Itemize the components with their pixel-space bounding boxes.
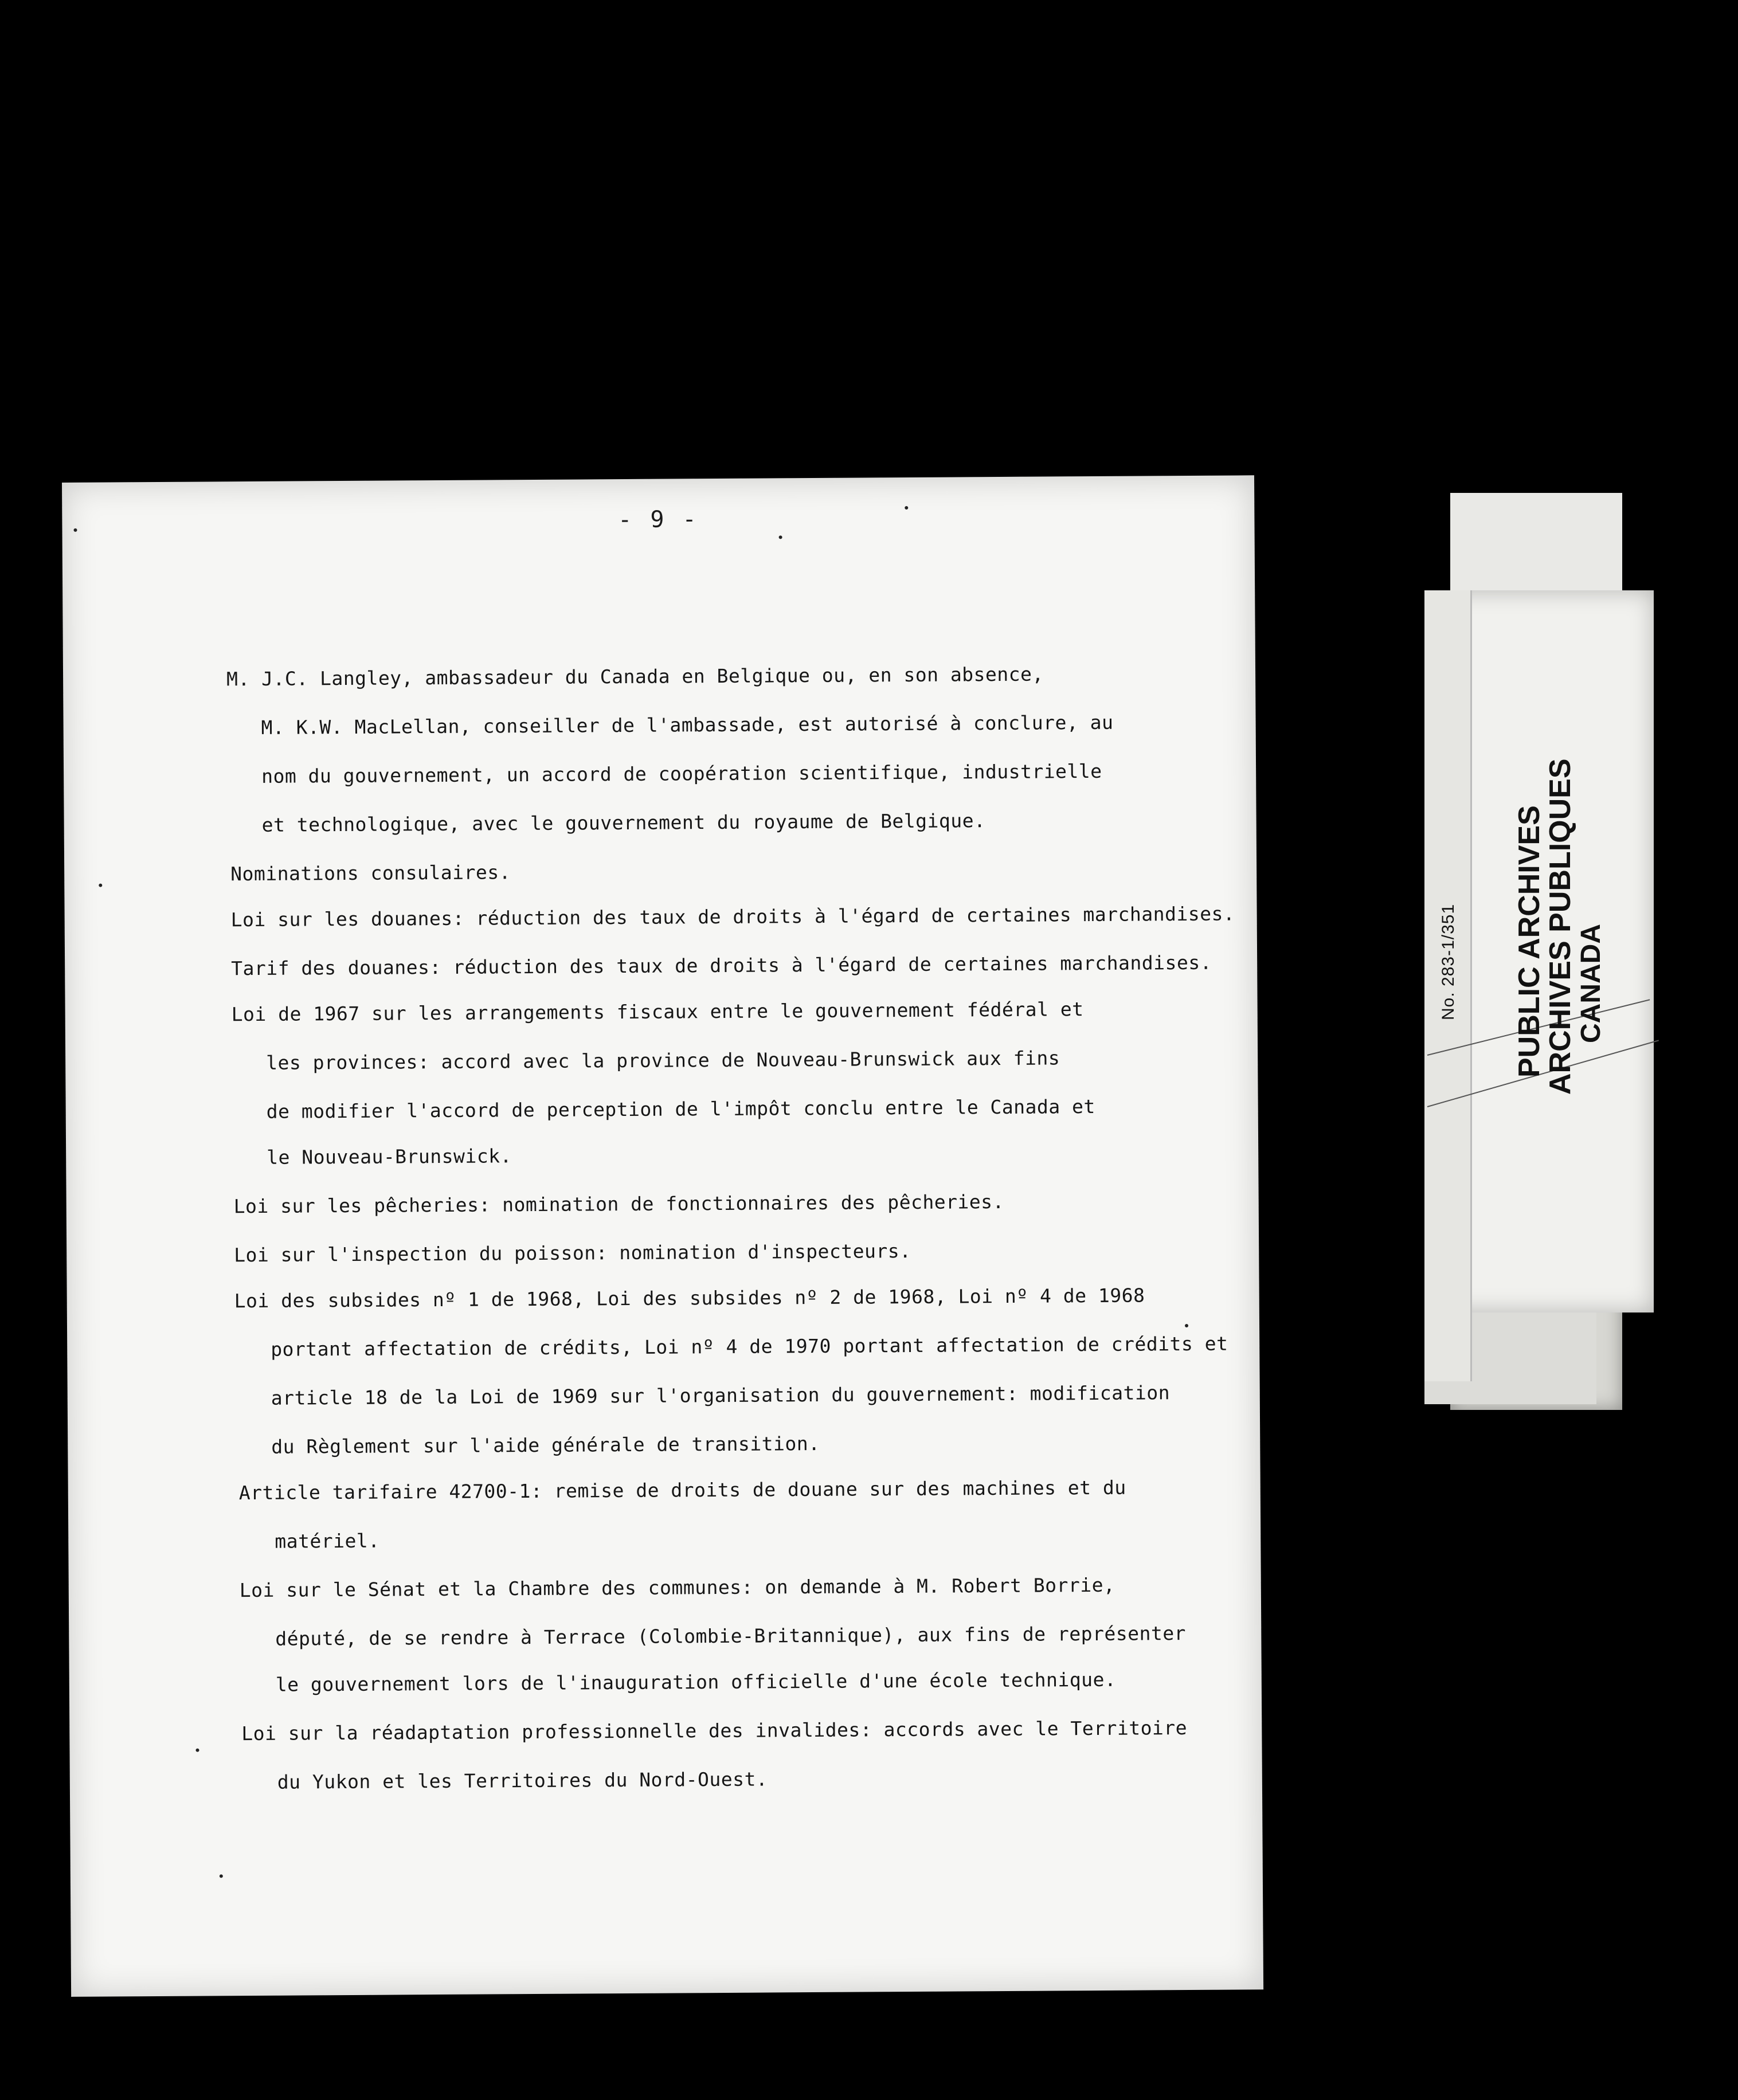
speck (195, 1749, 199, 1752)
text-line: article 18 de la Loi de 1969 sur l'organisation du gouvernement: modification (271, 1381, 1171, 1409)
text-line: Loi sur la réadaptation professionnelle des invalides: accords avec le Territoire (241, 1717, 1188, 1745)
text-line: Loi des subsides nº 1 de 1968, Loi des subsides nº 2 de 1968, Loi nº 4 de 1968 (234, 1284, 1145, 1312)
text-line: du Règlement sur l'aide générale de transition. (271, 1432, 820, 1458)
speck (220, 1874, 223, 1878)
text-line: les provinces: accord avec la province de Nouveau-Brunswick aux fins (266, 1047, 1060, 1074)
text-line: Nominations consulaires. (230, 861, 511, 886)
text-line: Loi sur l'inspection du poisson: nomination d'inspecteurs. (234, 1239, 911, 1267)
text-line: matériel. (275, 1529, 380, 1553)
text-line: Loi sur les pêcheries: nomination de fonctionnaires des pêcheries. (233, 1190, 1005, 1218)
text-line: Tarif des douanes: réduction des taux de droits à l'égard de certaines marchandises. (231, 951, 1212, 980)
text-line: M. J.C. Langley, ambassadeur du Canada en Belgique ou, en son absence, (226, 663, 1044, 691)
archive-card-tab (1450, 493, 1622, 590)
text-line: député, de se rendre à Terrace (Colombie-Britannique), aux fins de représenter (275, 1622, 1187, 1650)
archive-label-english: PUBLIC ARCHIVES (1513, 805, 1546, 1078)
text-line: de modifier l'accord de perception de l'impôt conclu entre le Canada et (266, 1095, 1095, 1123)
text-line: du Yukon et les Territoires du Nord-Ouest. (277, 1768, 768, 1793)
text-line: Loi de 1967 sur les arrangements fiscaux entre le gouvernement fédéral et (231, 998, 1084, 1026)
speck (99, 884, 102, 887)
archive-label-country: CANADA (1576, 924, 1606, 1043)
text-line: portant affectation de crédits, Loi nº 4 de 1970 portant affectation de crédits et (271, 1332, 1228, 1361)
text-line: Article tarifaire 42700-1: remise de droits de douane sur des machines et du (238, 1476, 1126, 1505)
archive-label-french: ARCHIVES PUBLIQUES (1544, 758, 1577, 1095)
text-line: et technologique, avec le gouvernement du royaume de Belgique. (261, 809, 986, 836)
text-line: le Nouveau-Brunswick. (267, 1145, 512, 1169)
text-line: Loi sur les douanes: réduction des taux de droits à l'égard de certaines marchandises. (230, 902, 1235, 931)
text-line: le gouvernement lors de l'inauguration officielle d'une école technique. (275, 1668, 1117, 1696)
text-line: M. K.W. MacLellan, conseiller de l'ambassade, est autorisé à conclure, au (261, 711, 1114, 739)
text-line: nom du gouvernement, un accord de coopération scientifique, industrielle (261, 759, 1102, 788)
speck (1185, 1324, 1188, 1327)
page-number: - 9 - (618, 506, 699, 534)
typed-document-page (62, 475, 1263, 1997)
archive-reference-number: No. 283-1/351 (1439, 903, 1458, 1020)
speck (779, 535, 782, 539)
text-line: Loi sur le Sénat et la Chambre des communes: on demande à M. Robert Borrie, (239, 1573, 1115, 1602)
